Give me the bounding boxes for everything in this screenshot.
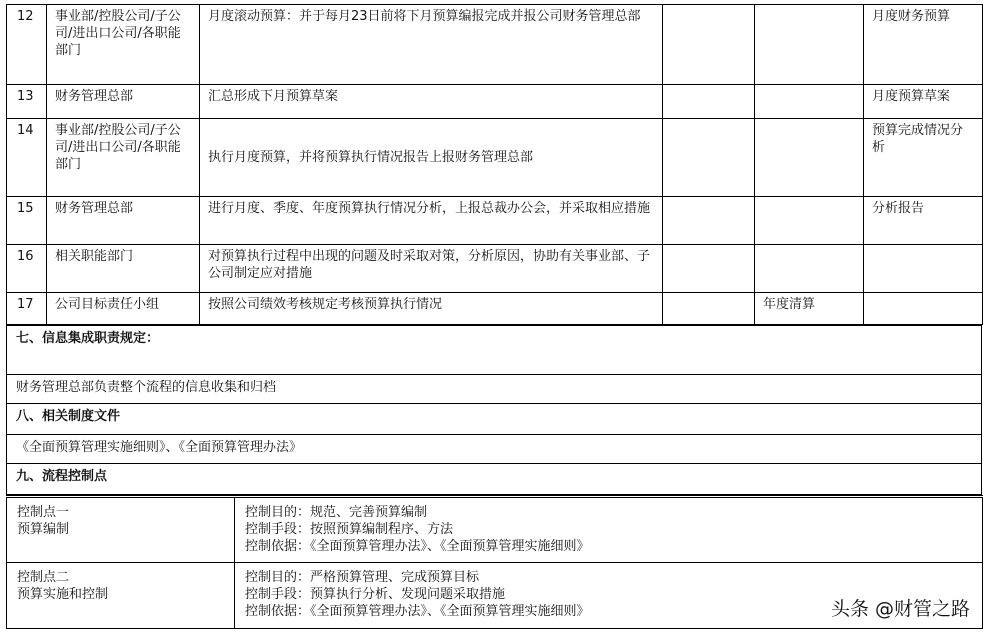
control-basis: 控制依据：《全面预算管理办法》、《全面预算管理实施细则》 bbox=[245, 604, 590, 619]
control-point-name bbox=[7, 497, 235, 563]
table-row bbox=[7, 293, 983, 325]
step-time bbox=[755, 85, 864, 119]
step-department: 公司目标责任小组 bbox=[47, 293, 200, 325]
control-purpose: 控制目的：严格预算管理、完成预算目标 bbox=[245, 570, 480, 585]
table-row bbox=[7, 119, 983, 197]
step-blank-cell bbox=[663, 119, 755, 197]
step-time: 年度清算 bbox=[755, 293, 864, 325]
control-point-title: 预算编制 bbox=[17, 522, 70, 537]
step-time bbox=[755, 197, 864, 245]
step-number: 17 bbox=[7, 293, 47, 325]
step-number: 13 bbox=[7, 85, 47, 119]
control-means: 控制手段：预算执行分析、发现问题采取措施 bbox=[245, 587, 506, 602]
step-department: 财务管理总部 bbox=[47, 197, 200, 245]
step-description: 月度滚动预算：并于每月23日前将下月预算编报完成并报公司财务管理总部 bbox=[200, 5, 663, 85]
step-time bbox=[755, 245, 864, 293]
step-department: 财务管理总部 bbox=[47, 85, 200, 119]
control-point-details bbox=[235, 497, 983, 563]
step-description: 按照公司绩效考核规定考核预算执行情况 bbox=[200, 293, 663, 325]
step-output: 分析报告 bbox=[864, 197, 983, 245]
watermark: 头条 @财管之路 bbox=[827, 592, 974, 623]
table-row bbox=[7, 375, 982, 404]
step-description: 对预算执行过程中出现的问题及时采取对策，分析原因，协助有关事业部、子公司制定应对措施 bbox=[200, 245, 663, 293]
step-output: 预算完成情况分析 bbox=[864, 119, 983, 197]
step-number: 14 bbox=[7, 119, 47, 197]
control-point-name bbox=[7, 563, 235, 629]
control-point-title: 预算实施和控制 bbox=[17, 587, 109, 602]
step-number: 12 bbox=[7, 5, 47, 85]
control-point-label: 控制点一 bbox=[17, 505, 70, 520]
control-means: 控制手段：按照预算编制程序、方法 bbox=[245, 522, 454, 537]
control-point-label: 控制点二 bbox=[17, 570, 70, 585]
step-department: 事业部/控股公司/子公司/进出口公司/各职能部门 bbox=[47, 119, 200, 197]
section9-title: 九、流程控制点 bbox=[7, 464, 982, 495]
process-document bbox=[6, 4, 982, 629]
table-row bbox=[7, 497, 983, 563]
step-output: 月度财务预算 bbox=[864, 5, 983, 85]
step-number: 15 bbox=[7, 197, 47, 245]
section8-body: 《全面预算管理实施细则》、《全面预算管理办法》 bbox=[7, 435, 982, 464]
process-steps-table bbox=[6, 4, 983, 325]
table-row bbox=[7, 326, 982, 375]
step-blank-cell bbox=[663, 245, 755, 293]
step-department: 相关职能部门 bbox=[47, 245, 200, 293]
step-blank-cell bbox=[663, 85, 755, 119]
table-row bbox=[7, 85, 983, 119]
section7-title: 七、信息集成职责规定： bbox=[7, 326, 982, 375]
step-time bbox=[755, 5, 864, 85]
control-purpose: 控制目的：规范、完善预算编制 bbox=[245, 505, 428, 520]
table-row bbox=[7, 464, 982, 495]
table-row bbox=[7, 197, 983, 245]
step-output bbox=[864, 293, 983, 325]
step-department: 事业部/控股公司/子公司/进出口公司/各职能部门 bbox=[47, 5, 200, 85]
step-output: 月度预算草案 bbox=[864, 85, 983, 119]
step-blank-cell bbox=[663, 5, 755, 85]
control-basis: 控制依据：《全面预算管理办法》、《全面预算管理实施细则》 bbox=[245, 539, 590, 554]
step-blank-cell bbox=[663, 197, 755, 245]
step-output bbox=[864, 245, 983, 293]
step-description: 汇总形成下月预算草案 bbox=[200, 85, 663, 119]
step-description: 进行月度、季度、年度预算执行情况分析，上报总裁办公会，并采取相应措施 bbox=[200, 197, 663, 245]
section7-body: 财务管理总部负责整个流程的信息收集和归档 bbox=[7, 375, 982, 404]
step-description: 执行月度预算，并将预算执行情况报告上报财务管理总部 bbox=[200, 119, 663, 197]
table-row bbox=[7, 245, 983, 293]
step-blank-cell bbox=[663, 293, 755, 325]
info-sections-table bbox=[6, 325, 982, 495]
section8-title: 八、相关制度文件 bbox=[7, 404, 982, 435]
step-number: 16 bbox=[7, 245, 47, 293]
table-row bbox=[7, 5, 983, 85]
table-row bbox=[7, 435, 982, 464]
table-row bbox=[7, 404, 982, 435]
step-time bbox=[755, 119, 864, 197]
